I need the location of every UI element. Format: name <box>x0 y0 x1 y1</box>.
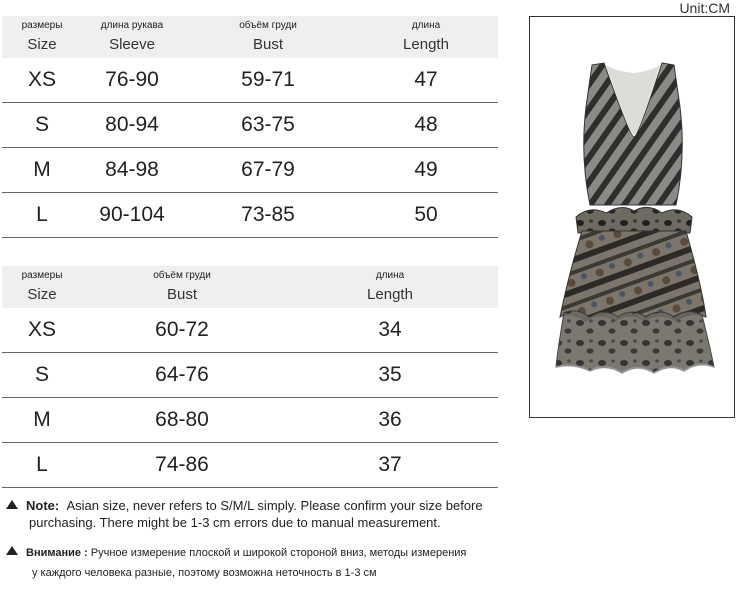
note-english <box>6 497 506 531</box>
unit-label: Unit:CM <box>679 0 730 16</box>
header-size: размеры Size <box>2 266 82 308</box>
cell-sleeve: 90-104 <box>82 193 182 238</box>
table-row <box>2 443 498 488</box>
cell-bust: 63-75 <box>182 103 354 148</box>
table-header-row <box>2 16 498 58</box>
table-row <box>2 58 498 103</box>
size-table-dress <box>2 16 498 238</box>
cell-bust: 73-85 <box>182 193 354 238</box>
table-row <box>2 103 498 148</box>
cell-size: M <box>2 148 82 193</box>
cell-bust: 67-79 <box>182 148 354 193</box>
cell-length: 50 <box>354 193 498 238</box>
header-sleeve: длина рукава Sleeve <box>82 16 182 58</box>
cell-length: 34 <box>282 308 498 353</box>
cell-size: S <box>2 103 82 148</box>
cell-bust: 74-86 <box>82 443 282 488</box>
dress-illustration <box>530 17 733 416</box>
table-row <box>2 308 498 353</box>
header-bust: объём груди Bust <box>82 266 282 308</box>
note-text-line2: purchasing. There might be 1-3 cm errors due to manual measurement. <box>29 515 441 530</box>
note-text-line2: у каждого человека разные, поэтому возможна неточность в 1-3 см <box>32 567 377 579</box>
warning-triangle-icon <box>6 500 18 509</box>
cell-size: XS <box>2 58 82 103</box>
cell-size: S <box>2 353 82 398</box>
cell-size: M <box>2 398 82 443</box>
header-size: размеры Size <box>2 16 82 58</box>
header-length: длина Length <box>354 16 498 58</box>
note-text-line1: Ручное измерение плоской и широкой стороной вниз, методы измерения <box>90 547 467 559</box>
note-russian <box>6 543 516 583</box>
cell-size: L <box>2 193 82 238</box>
cell-length: 35 <box>282 353 498 398</box>
note-label: Внимание : <box>26 547 88 559</box>
cell-bust: 60-72 <box>82 308 282 353</box>
size-table-skirt <box>2 266 498 488</box>
warning-triangle-icon <box>6 546 18 555</box>
cell-size: L <box>2 443 82 488</box>
table-row <box>2 398 498 443</box>
cell-length: 36 <box>282 398 498 443</box>
table-row <box>2 148 498 193</box>
table-row <box>2 353 498 398</box>
cell-size: XS <box>2 308 82 353</box>
cell-bust: 59-71 <box>182 58 354 103</box>
header-length: длина Length <box>282 266 498 308</box>
table-header-row <box>2 266 498 308</box>
note-label: Note: <box>26 498 60 513</box>
header-bust: объём груди Bust <box>182 16 354 58</box>
cell-bust: 68-80 <box>82 398 282 443</box>
cell-sleeve: 84-98 <box>82 148 182 193</box>
cell-length: 47 <box>354 58 498 103</box>
note-text-line1: Asian size, never refers to S/M/L simply. Please confirm your size before <box>66 498 483 513</box>
table-row <box>2 193 498 238</box>
cell-sleeve: 76-90 <box>82 58 182 103</box>
cell-length: 48 <box>354 103 498 148</box>
cell-sleeve: 80-94 <box>82 103 182 148</box>
cell-length: 37 <box>282 443 498 488</box>
product-image <box>529 16 735 418</box>
cell-bust: 64-76 <box>82 353 282 398</box>
cell-length: 49 <box>354 148 498 193</box>
